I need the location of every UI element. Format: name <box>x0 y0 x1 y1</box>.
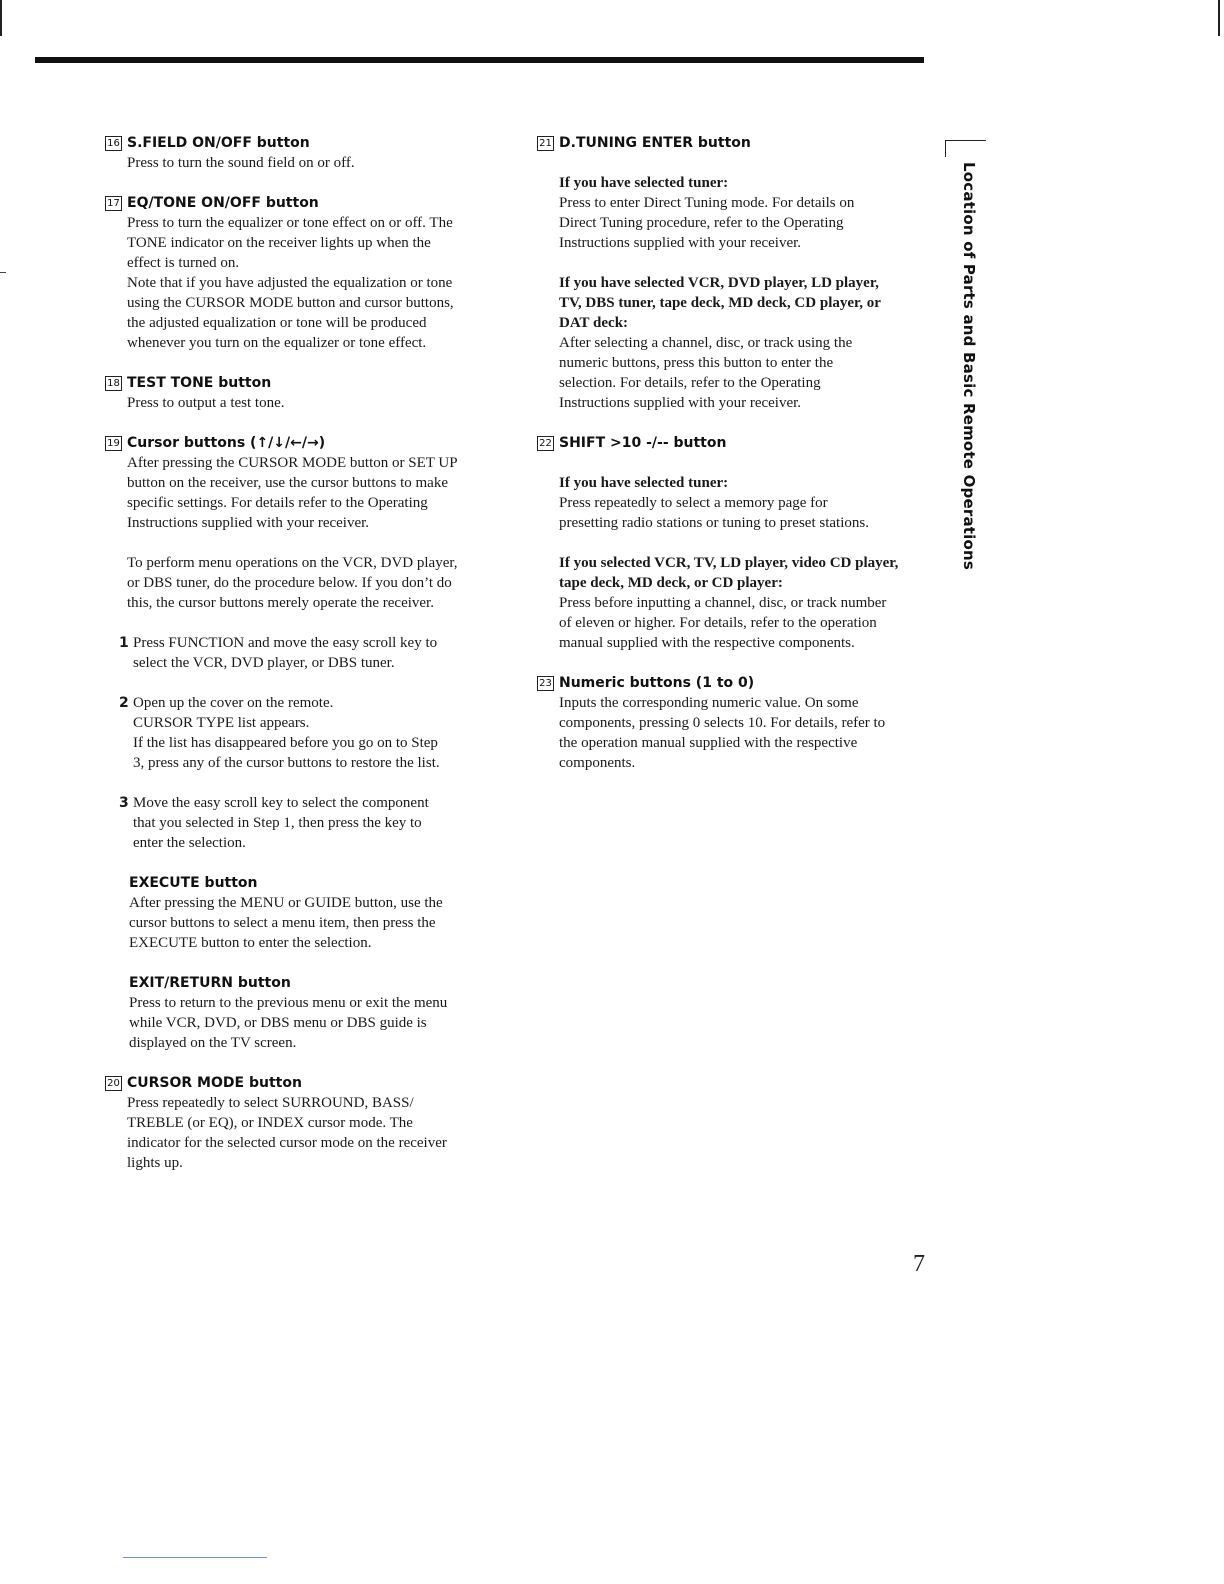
body-line: cursor buttons to select a menu item, then press the <box>129 915 436 931</box>
procedure-step-1 <box>119 633 505 673</box>
item-heading: S.FIELD ON/OFF button <box>127 135 310 151</box>
item-body <box>537 453 937 653</box>
procedure-step-3 <box>119 793 505 853</box>
body-line: EXECUTE button to enter the selection. <box>129 935 372 951</box>
condition-heading: If you have selected VCR, DVD player, LD player, <box>559 275 879 291</box>
body-line: Direct Tuning procedure, refer to the Operating <box>559 215 844 231</box>
item-heading: TEST TONE button <box>127 375 272 391</box>
body-line: Press to enter Direct Tuning mode. For details on <box>559 195 855 211</box>
crop-mark-right <box>1218 0 1220 36</box>
body-line: the adjusted equalization or tone will be produced <box>127 315 427 331</box>
section-heading: EXECUTE button <box>129 875 258 891</box>
right-column <box>537 133 937 773</box>
body-line: Press to output a test tone. <box>127 395 285 411</box>
step-line: 3, press any of the cursor buttons to restore the list. <box>133 755 440 771</box>
body-line: components, pressing 0 selects 10. For details, refer to <box>559 715 886 731</box>
item-heading: EQ/TONE ON/OFF button <box>127 195 319 211</box>
exit-return-button-section <box>105 973 505 1053</box>
step-number: 1 <box>119 635 129 651</box>
body-line: this, the cursor buttons merely operate the receiver. <box>127 595 434 611</box>
procedure-step-2 <box>119 693 505 773</box>
item-20 <box>105 1073 505 1173</box>
header-rule <box>35 57 924 63</box>
body-line: Press repeatedly to select a memory page for <box>559 495 828 511</box>
body-line: To perform menu operations on the VCR, DVD player, <box>127 555 458 571</box>
section-tab-label: Location of Parts and Basic Remote Operations <box>960 162 978 571</box>
body-line: whenever you turn on the equalizer or tone effect. <box>127 335 427 351</box>
item-heading: SHIFT >10 -/-- button <box>559 435 727 451</box>
item-number-badge: 16 <box>105 136 122 151</box>
step-line: If the list has disappeared before you go on to Step <box>133 735 438 751</box>
item-22 <box>537 433 937 653</box>
body-line: Instructions supplied with your receiver. <box>127 515 370 531</box>
step-line: that you selected in Step 1, then press the key to <box>133 815 422 831</box>
condition-heading: If you have selected tuner: <box>559 175 729 191</box>
body-line: After pressing the MENU or GUIDE button, use the <box>129 895 443 911</box>
item-body <box>105 1093 505 1173</box>
item-19 <box>105 433 505 613</box>
item-16 <box>105 133 505 173</box>
step-line: enter the selection. <box>133 835 246 851</box>
body-line: After selecting a channel, disc, or track using the <box>559 335 853 351</box>
body-line: numeric buttons, press this button to enter the <box>559 355 834 371</box>
item-heading: Numeric buttons (1 to 0) <box>559 675 755 691</box>
body-line: of eleven or higher. For details, refer to the operation <box>559 615 877 631</box>
body-line: components. <box>559 755 636 771</box>
item-number-badge: 21 <box>537 136 554 151</box>
step-line: select the VCR, DVD player, or DBS tuner. <box>133 655 395 671</box>
body-line: displayed on the TV screen. <box>129 1035 297 1051</box>
condition-heading: If you selected VCR, TV, LD player, video CD player, <box>559 555 899 571</box>
body-line: indicator for the selected cursor mode on the receiver <box>127 1135 447 1151</box>
page-number: 7 <box>913 1251 925 1277</box>
body-line: the operation manual supplied with the respective <box>559 735 858 751</box>
item-number-badge: 19 <box>105 436 122 451</box>
step-line: Move the easy scroll key to select the component <box>133 795 429 811</box>
step-number: 2 <box>119 695 129 711</box>
item-18 <box>105 373 505 413</box>
body-line: while VCR, DVD, or DBS menu or DBS guide is <box>129 1015 427 1031</box>
step-number: 3 <box>119 795 129 811</box>
body-line: Press before inputting a channel, disc, or track number <box>559 595 887 611</box>
item-number-badge: 17 <box>105 196 122 211</box>
body-line: Press to return to the previous menu or exit the menu <box>129 995 448 1011</box>
body-line: Instructions supplied with your receiver. <box>559 235 802 251</box>
step-line: Open up the cover on the remote. <box>133 695 334 711</box>
item-number-badge: 18 <box>105 376 122 391</box>
footer-line <box>123 1557 267 1558</box>
section-heading: EXIT/RETURN button <box>129 975 291 991</box>
edge-mark <box>0 272 6 273</box>
body-line: selection. For details, refer to the Operating <box>559 375 821 391</box>
body-line: manual supplied with the respective components. <box>559 635 855 651</box>
body-line: TONE indicator on the receiver lights up when the <box>127 235 431 251</box>
item-body <box>537 693 937 773</box>
item-heading: Cursor buttons (↑/↓/←/→) <box>127 435 326 451</box>
condition-heading: tape deck, MD deck, or CD player: <box>559 575 783 591</box>
body-line: Press repeatedly to select SURROUND, BASS/ <box>127 1095 414 1111</box>
condition-heading: If you have selected tuner: <box>559 475 729 491</box>
left-column <box>105 133 505 1173</box>
item-heading: CURSOR MODE button <box>127 1075 302 1091</box>
section-tab-bracket <box>945 140 986 157</box>
body-line: Note that if you have adjusted the equalization or tone <box>127 275 453 291</box>
body-line: button on the receiver, use the cursor buttons to make <box>127 475 448 491</box>
body-line: Inputs the corresponding numeric value. On some <box>559 695 859 711</box>
item-21 <box>537 133 937 413</box>
item-number-badge: 23 <box>537 676 554 691</box>
body-line: TREBLE (or EQ), or INDEX cursor mode. The <box>127 1115 413 1131</box>
execute-button-section <box>105 873 505 953</box>
item-number-badge: 20 <box>105 1076 122 1091</box>
step-line: Press FUNCTION and move the easy scroll key to <box>133 635 438 651</box>
body-line: Instructions supplied with your receiver. <box>559 395 802 411</box>
body-line: Press to turn the sound field on or off. <box>127 155 355 171</box>
item-body <box>105 393 505 413</box>
item-body <box>105 453 505 613</box>
item-17 <box>105 193 505 353</box>
item-heading: D.TUNING ENTER button <box>559 135 751 151</box>
item-number-badge: 22 <box>537 436 554 451</box>
step-line: CURSOR TYPE list appears. <box>133 715 310 731</box>
condition-heading: DAT deck: <box>559 315 629 331</box>
item-23 <box>537 673 937 773</box>
body-line: Press to turn the equalizer or tone effect on or off. The <box>127 215 453 231</box>
body-line: presetting radio stations or tuning to preset stations. <box>559 515 869 531</box>
item-body <box>105 153 505 173</box>
body-line: using the CURSOR MODE button and cursor buttons, <box>127 295 454 311</box>
item-body <box>105 213 505 353</box>
body-line: specific settings. For details refer to the Operating <box>127 495 428 511</box>
crop-mark-left <box>0 0 2 36</box>
body-line: lights up. <box>127 1155 183 1171</box>
item-body <box>537 153 937 413</box>
body-line: effect is turned on. <box>127 255 240 271</box>
body-line: or DBS tuner, do the procedure below. If you don’t do <box>127 575 452 591</box>
body-line: After pressing the CURSOR MODE button or SET UP <box>127 455 458 471</box>
condition-heading: TV, DBS tuner, tape deck, MD deck, CD player, or <box>559 295 881 311</box>
